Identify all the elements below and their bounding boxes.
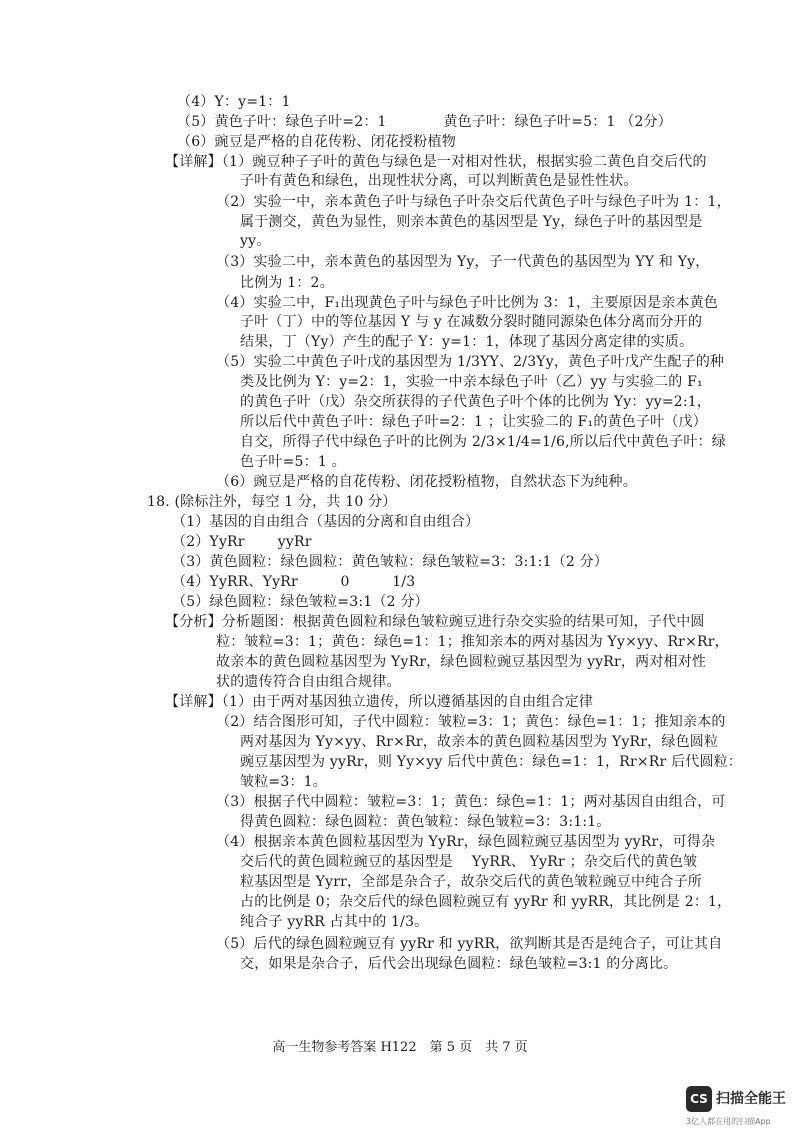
text-line: 色子叶=5：1 。 [240, 454, 346, 470]
text-line: （4）Y：y=1：1 [177, 94, 291, 110]
text-line: （6）豌豆是严格的自花传粉、闭花授粉植物，自然状态下为纯种。 [216, 474, 637, 490]
text-line: （3）黄色圆粒：绿色圆粒：黄色皱粒：绿色皱粒=3：3:1:1（2 分） [172, 554, 609, 570]
watermark-tagline: 3亿人都在用的扫描App [686, 1117, 771, 1126]
text-line: （2）结合图形可知，子代中圆粒：皱粒=3：1；黄色：绿色=1：1；推知亲本的 [216, 714, 726, 730]
text-line: 交后代的黄色圆粒豌豆的基因型是 YyRR、 YyRr ；杂交后代的黄色皱 [240, 854, 698, 870]
text-line: 自交，所得子代中绿色子叶的比例为 2/3×1/4=1/6,所以后代中黄色子叶：绿 [240, 434, 726, 450]
text-line: 豌豆基因型为 yyRr，则 Yy×yy 后代中黄色：绿色=1：1，Rr×Rr 后代圆粒： [240, 754, 743, 770]
text-line: 【详解】（1）由于两对基因独立遗传，所以遵循基因的自由组合定律 [165, 694, 594, 710]
text-line: 粒：皱粒=3：1；黄色：绿色=1：1；推知亲本的两对基因为 Yy×yy、Rr×Rr， [216, 634, 729, 650]
text-line: 结果，丁（Yy）产生的配子 Y：y=1：1，体现了基因分离定律的实质。 [240, 334, 694, 350]
text-line: 交，如果是杂合子，后代会出现绿色圆粒：绿色皱粒=3:1 的分离比。 [240, 956, 678, 972]
text-line: （2）实验一中，亲本黄色子叶与绿色子叶杂交后代黄色子叶与绿色子叶为 1：1， [216, 194, 731, 210]
camscanner-logo-icon: CS [686, 1086, 712, 1112]
text-line: 粒基因型是 Yyrr，全部是杂合子，故杂交后代的黄色皱粒豌豆中纯合子所 [240, 874, 702, 890]
text-line: （1）基因的自由组合（基因的分离和自由组合） [172, 514, 480, 530]
text-line: （5）实验二中黄色子叶戊的基因型为 1/3YY、2/3Yy，黄色子叶戊产生配子的种 [216, 354, 725, 370]
text-line: （4）YyRR、YyRr 0 1/3 [172, 574, 416, 590]
text-line: 两对基因为 Yy×yy、Rr×Rr，故亲本的黄色圆粒基因型为 YyRr，绿色圆粒 [240, 734, 719, 750]
text-line: （4）根据亲本黄色圆粒基因型为 YyRr，绿色圆粒豌豆基因型为 yyRr，可得杂 [216, 834, 716, 850]
text-line: （2）YyRr yyRr [172, 534, 312, 550]
text-line: （5）黄色子叶：绿色子叶=2：1 黄色子叶：绿色子叶=5：1 （2分） [177, 114, 672, 130]
text-line: （4）实验二中，F₁出现黄色子叶与绿色子叶比例为 3：1，主要原因是亲本黄色 [216, 295, 719, 311]
text-line: 子叶（丁）中的等位基因 Y 与 y 在减数分裂时随同源染色体分离而分开的 [240, 314, 703, 330]
text-line: 状的遗传符合自由组合规律。 [216, 674, 401, 690]
text-line: 【分析】分析题图：根据黄色圆粒和绿色皱粒豌豆进行杂交实验的结果可知，子代中圆 [165, 614, 705, 630]
text-line: 占的比例是 0；杂交后代的绿色圆粒豌豆有 yyRr 和 yyRR，其比例是 2：1， [240, 894, 732, 910]
text-line: 所以后代中黄色子叶：绿色子叶=2：1 ；让实验二的 F₁的黄色子叶（戊） [240, 414, 707, 430]
text-line: （5）绿色圆粒：绿色皱粒=3:1（2 分） [172, 594, 429, 610]
scanner-watermark [686, 1086, 796, 1126]
text-line: （5）后代的绿色圆粒豌豆有 yyRr 和 yyRR，欲判断其是否是纯合子，可让其自 [216, 936, 723, 952]
text-line: 的黄色子叶（戊）杂交所获得的子代黄色子叶个体的比例为 Yy：yy=2:1， [240, 394, 712, 410]
text-line: （6）豌豆是严格的自花传粉、闭花授粉植物 [177, 134, 456, 150]
text-line: 皱粒=3：1。 [240, 774, 327, 790]
page-footer: 高一生物参考答案 H122 第 5 页 共 7 页 [272, 1040, 528, 1055]
text-line: 【详解】（1）豌豆种子子叶的黄色与绿色是一对相对性状，根据实验二黄色自交后代的 [165, 154, 707, 170]
text-line: 类及比例为 Y：y=2：1，实验一中亲本绿色子叶（乙）yy 与实验二的 F₁ [240, 374, 703, 390]
text-line: （3）实验二中，亲本黄色的基因型为 Yy，子一代黄色的基因型为 YY 和 Yy， [216, 254, 710, 270]
question-heading: 18. (除标注外，每空 1 分，共 10 分） [147, 494, 397, 510]
text-line: yy。 [240, 233, 271, 249]
text-line: 子叶有黄色和绿色，出现性状分离，可以判断黄色是显性性状。 [240, 173, 638, 189]
text-line: 得黄色圆粒：绿色圆粒：黄色皱粒：绿色皱粒=3：3:1:1。 [240, 814, 611, 830]
text-line: （3）根据子代中圆粒：皱粒=3：1；黄色：绿色=1：1；两对基因自由组合，可 [216, 794, 726, 810]
text-line: 故亲本的黄色圆粒基因型为 YyRr，绿色圆粒豌豆基因型为 yyRr，两对相对性 [216, 654, 707, 670]
text-line: 比例为 1：2。 [240, 275, 334, 291]
watermark-app-name: 扫描全能王 [716, 1091, 786, 1107]
text-line: 属于测交，黄色为显性，则亲本黄色的基因型是 Yy，绿色子叶的基因型是 [240, 214, 703, 230]
text-line: 纯合子 yyRR 占其中的 1/3。 [240, 914, 429, 930]
